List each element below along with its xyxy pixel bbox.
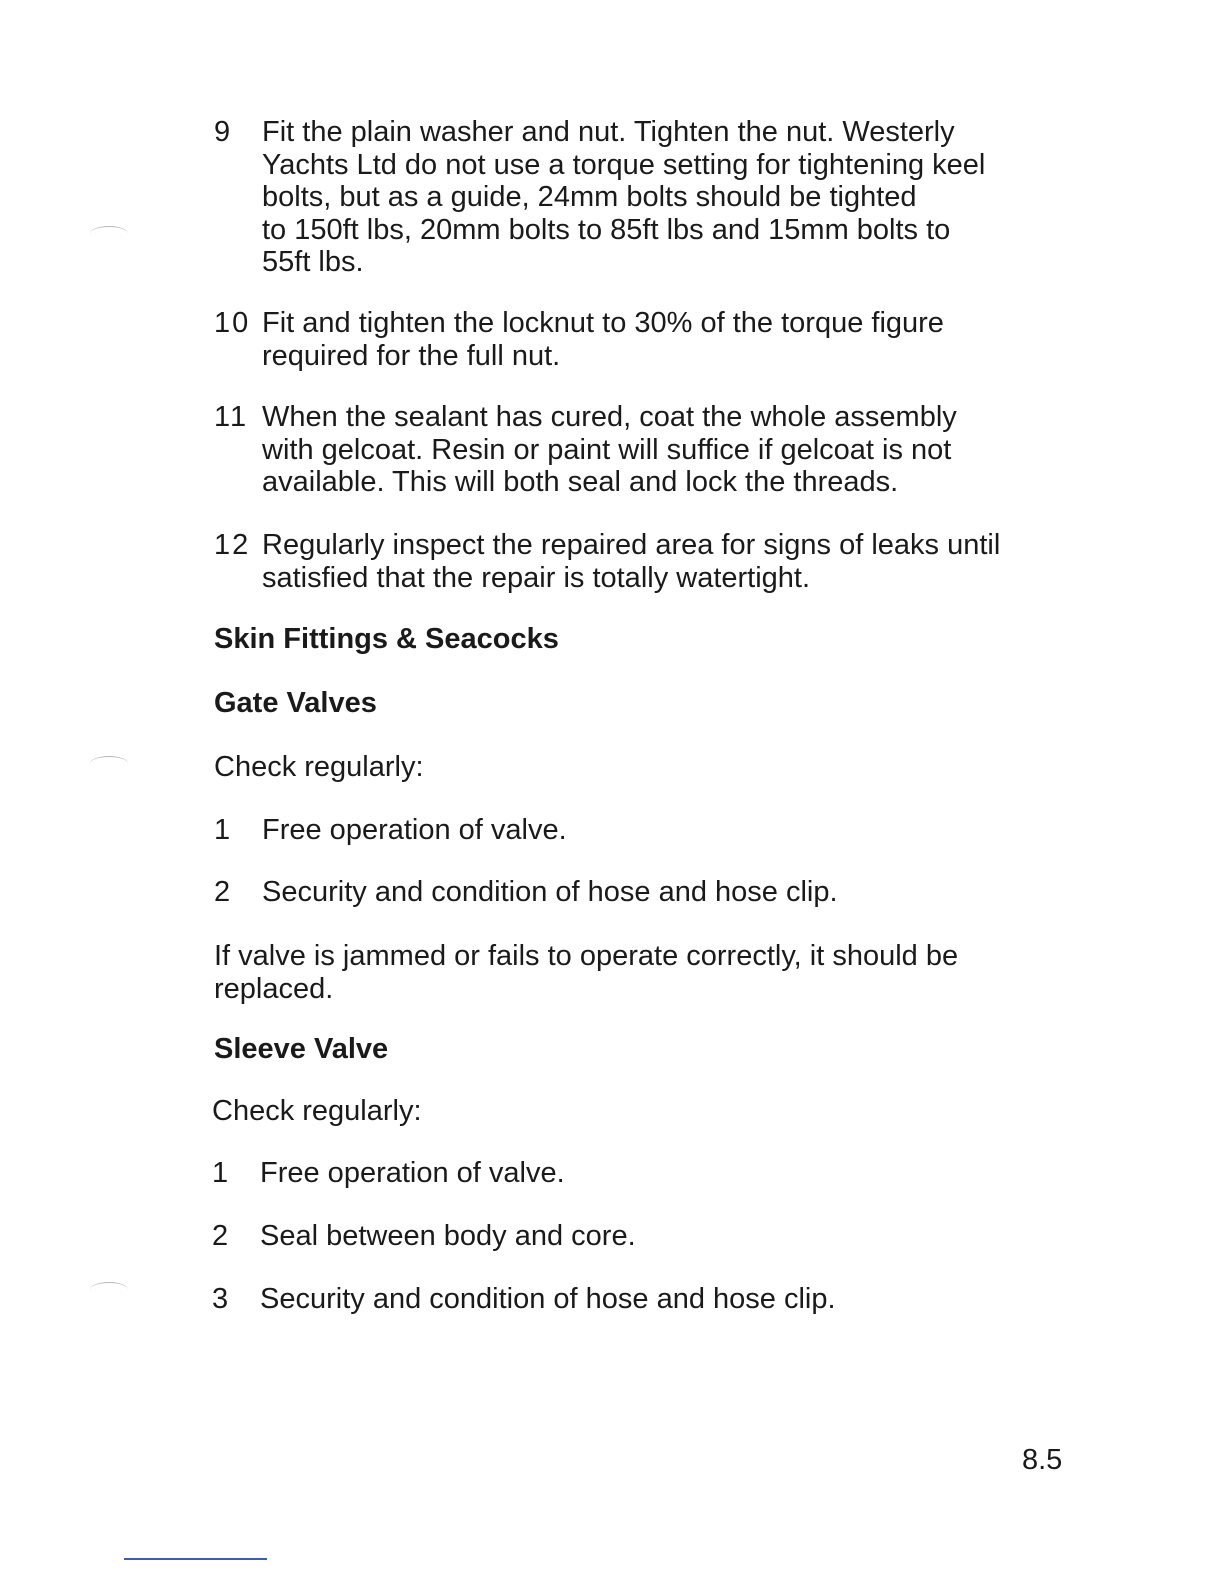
step-12 xyxy=(214,529,1074,594)
item-number: 2 xyxy=(212,1220,231,1252)
gate-valves-intro: Check regularly: xyxy=(214,751,424,783)
step-10 xyxy=(214,307,1074,372)
item-number: 3 xyxy=(212,1283,231,1315)
step-number: 12 xyxy=(214,529,251,561)
step-text: When the sealant has cured, coat the whole assembly with gelcoat. Resin or paint will suffice if gelcoat is not available. This will both seal and lock the threads. xyxy=(262,401,957,498)
gate-valves-note: If valve is jammed or fails to operate correctly, it should be replaced. xyxy=(214,940,959,1005)
step-number: 10 xyxy=(214,307,251,339)
section-title: Skin Fittings & Seacocks xyxy=(214,623,559,655)
sleeve-valve-item-2 xyxy=(212,1220,1072,1253)
step-text: Fit the plain washer and nut. Tighten the nut. Westerly Yachts Ltd do not use a torque setting for tightening keel bolts, but as a guide, 24mm bolts should be tighted to 150ft lbs, 20mm bolts to 85ft lbs and 15mm bolts to 55ft lbs. xyxy=(262,116,986,278)
punch-hole-mark xyxy=(90,756,128,771)
item-text: Free operation of valve. xyxy=(262,814,567,846)
punch-hole-mark xyxy=(90,226,128,241)
item-text: Seal between body and core. xyxy=(260,1220,636,1252)
footer-rule xyxy=(124,1558,267,1560)
step-9 xyxy=(214,116,1074,279)
step-text: Regularly inspect the repaired area for signs of leaks until satisfied that the repair is totally watertight. xyxy=(262,529,1001,594)
step-number: 9 xyxy=(214,116,233,148)
sleeve-valve-item-1 xyxy=(212,1157,1072,1190)
step-11 xyxy=(214,401,1074,499)
sleeve-valve-intro: Check regularly: xyxy=(212,1095,422,1127)
step-text: Fit and tighten the locknut to 30% of the torque figure required for the full nut. xyxy=(262,307,944,372)
punch-hole-mark xyxy=(90,1282,128,1297)
gate-valves-item-1 xyxy=(214,814,1074,847)
item-text: Security and condition of hose and hose clip. xyxy=(260,1283,836,1315)
item-number: 1 xyxy=(212,1157,231,1189)
item-number: 2 xyxy=(214,876,233,908)
page-number: 8.5 xyxy=(1022,1444,1063,1476)
sleeve-valve-heading: Sleeve Valve xyxy=(214,1033,389,1065)
step-number: 11 xyxy=(214,401,249,433)
item-number: 1 xyxy=(214,814,233,846)
item-text: Security and condition of hose and hose clip. xyxy=(262,876,838,908)
item-text: Free operation of valve. xyxy=(260,1157,565,1189)
gate-valves-heading: Gate Valves xyxy=(214,687,377,719)
gate-valves-item-2 xyxy=(214,876,1074,909)
sleeve-valve-item-3 xyxy=(212,1283,1072,1316)
